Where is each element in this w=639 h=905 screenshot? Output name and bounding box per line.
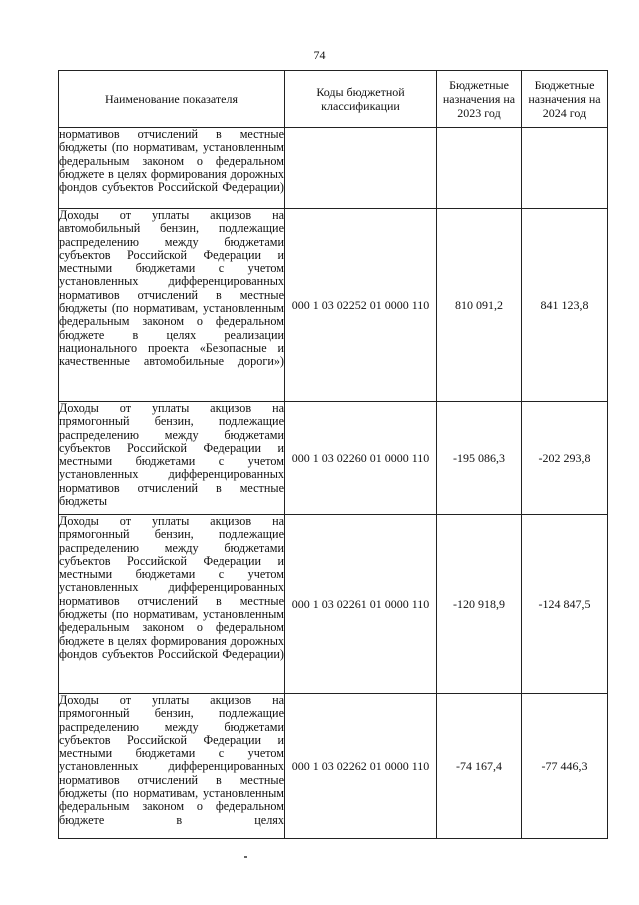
table-row (59, 515, 608, 694)
row-value-2024: 841 123,8 (522, 209, 608, 402)
scan-mark (244, 856, 247, 858)
header-codes: Коды бюджетной классификации (285, 71, 437, 128)
row-name: Доходы от уплаты акцизов на прямогонный бензин, подлежащие распределению между бюджетами субъектов Российской Федерации и местными бюджетами с учетом установленных дифференцированных нормативов отчислений в местные бюджеты (59, 402, 285, 515)
page-number: 74 (313, 48, 326, 62)
row-value-2023: -195 086,3 (437, 402, 522, 515)
table-row (59, 209, 608, 402)
header-2023: Бюджетные назначения на 2023 год (437, 71, 522, 128)
budget-table (58, 70, 608, 839)
row-name: нормативов отчислений в местные бюджеты (по нормативам, установленным федеральным законом о федеральном бюджете в целях формирования дорожных фондов субъектов Российской Федерации) (59, 128, 285, 209)
row-name: Доходы от уплаты акцизов на прямогонный бензин, подлежащие распределению между бюджетами субъектов Российской Федерации и местными бюджетами с учетом установленных дифференцированных нормативов отчислений в местные бюджеты (по нормативам, установленным федеральным законом о федеральном бюджете в целях формирования дорожных фондов субъектов Российской Федерации) (59, 515, 285, 694)
row-value-2023: -74 167,4 (437, 694, 522, 839)
row-value-2024: -202 293,8 (522, 402, 608, 515)
row-value-2023: -120 918,9 (437, 515, 522, 694)
row-code: 000 1 03 02261 01 0000 110 (285, 515, 437, 694)
row-value-2023 (437, 128, 522, 209)
row-code (285, 128, 437, 209)
row-value-2023: 810 091,2 (437, 209, 522, 402)
table-row (59, 402, 608, 515)
header-name: Наименование показателя (59, 71, 285, 128)
table-row (59, 128, 608, 209)
row-name: Доходы от уплаты акцизов на автомобильный бензин, подлежащие распределению между бюджетами субъектов Российской Федерации и местными бюджетами с учетом установленных дифференцированных нормативов отчислений в местные бюджеты (по нормативам, установленным федеральным законом о федеральном бюджете в целях реализации национального проекта «Безопасные и качественные автомобильные дороги») (59, 209, 285, 402)
row-value-2024: -124 847,5 (522, 515, 608, 694)
table-header-row (59, 71, 608, 128)
row-value-2024 (522, 128, 608, 209)
table-row (59, 694, 608, 839)
row-name: Доходы от уплаты акцизов на прямогонный бензин, подлежащие распределению между бюджетами субъектов Российской Федерации и местными бюджетами с учетом установленных дифференцированных нормативов отчислений в местные бюджеты (по нормативам, установленным федеральным законом о федеральном бюджете в целях (59, 694, 285, 839)
row-code: 000 1 03 02260 01 0000 110 (285, 402, 437, 515)
row-code: 000 1 03 02252 01 0000 110 (285, 209, 437, 402)
row-value-2024: -77 446,3 (522, 694, 608, 839)
header-2024: Бюджетные назначения на 2024 год (522, 71, 608, 128)
row-code: 000 1 03 02262 01 0000 110 (285, 694, 437, 839)
